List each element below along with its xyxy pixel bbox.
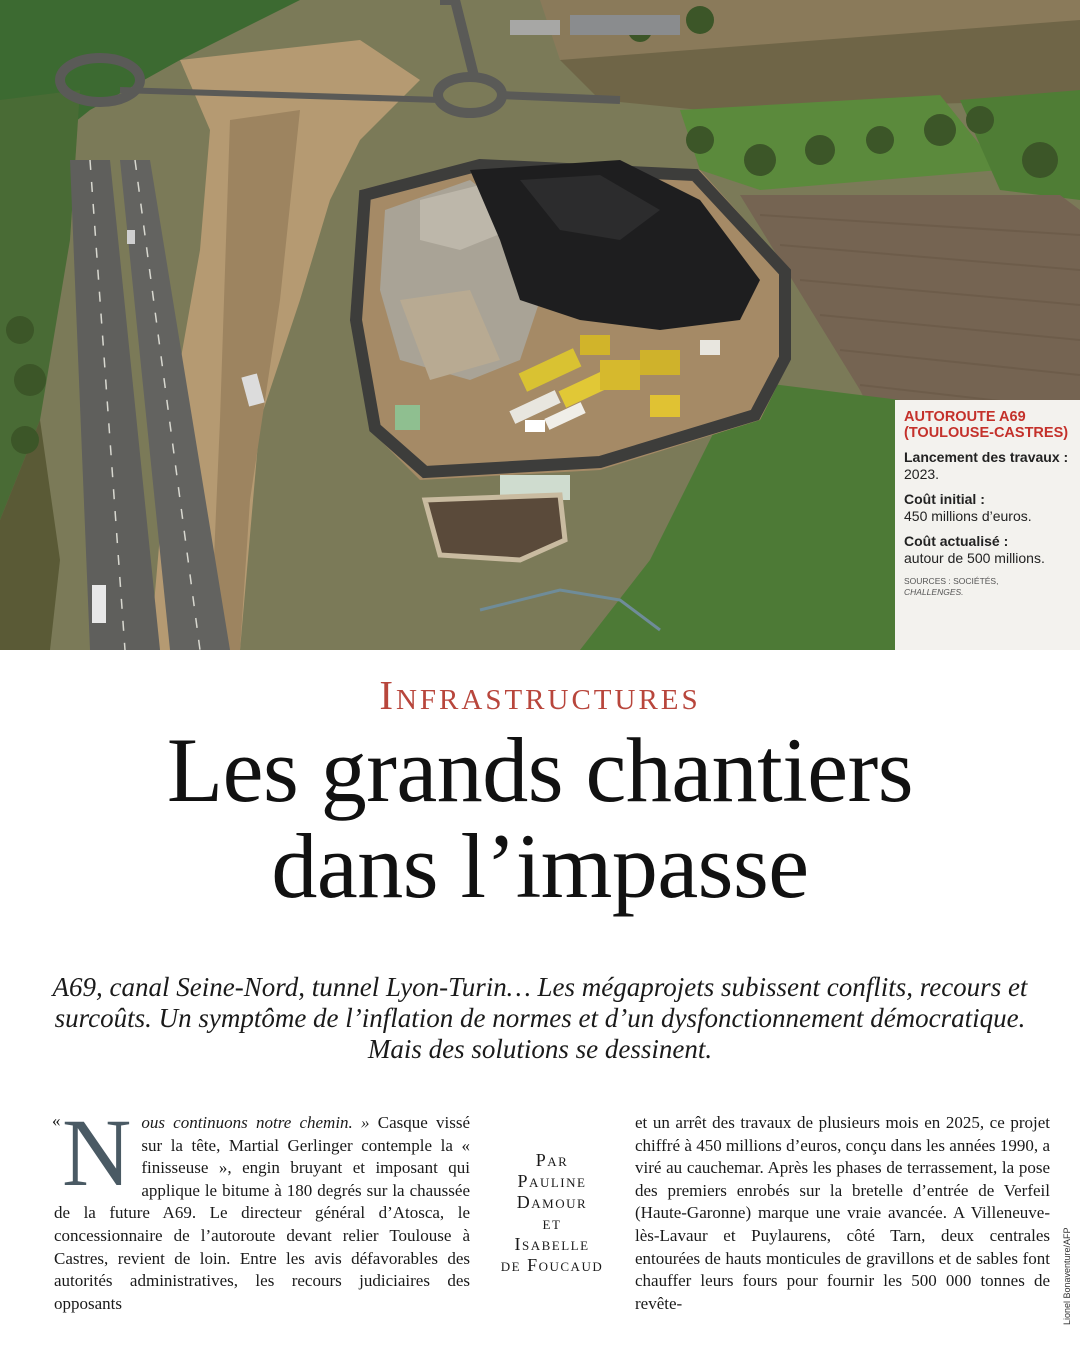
lead-quote: ous continuons notre chemin. » xyxy=(141,1113,370,1132)
info-item-launch xyxy=(904,449,1072,483)
info-item-label: Coût actualisé : xyxy=(904,533,1009,549)
info-item-initial-cost xyxy=(904,491,1072,525)
info-box xyxy=(895,400,1080,650)
byline-author-1-first: Pauline xyxy=(517,1171,587,1191)
sources-name: CHALLENGES. xyxy=(904,587,964,597)
sources-prefix: SOURCES : SOCIÉTÉS, xyxy=(904,576,999,586)
byline-author-2-first: Isabelle xyxy=(514,1234,590,1254)
body-column-2: et un arrêt des travaux de plusieurs mois en 2025, ce projet chiffré à 450 millions d’euros, conçu dans les années 1990, a viré au cauchemar. Après les phases de terrassement, la pose des premiers enrobés sur la bretelle d’entrée de Verfeil (Haute-Garonne) marque une vraie avancée. A Villeneuve-lès-Lavaur et Puylaurens, côté Tarn, deux centrales entourées de hauts monticules de gravillons et de sables font chauffer leurs fours pour fournir les 500 000 tonnes de revête- xyxy=(635,1113,1050,1313)
info-item-label: Coût initial : xyxy=(904,491,985,507)
section-kicker: Infrastructures xyxy=(379,672,701,718)
headline-line-2: dans l’impasse xyxy=(271,815,809,917)
opening-quote-mark: « xyxy=(52,1111,61,1130)
byline xyxy=(486,1150,618,1276)
info-item-updated-cost xyxy=(904,533,1072,567)
byline-and: et xyxy=(542,1213,562,1233)
byline-by: Par xyxy=(535,1150,569,1170)
byline-author-1-last: Damour xyxy=(516,1192,588,1212)
info-item-value: autour de 500 millions. xyxy=(904,550,1045,566)
info-box-title: AUTOROUTE A69 (TOULOUSE-CASTRES) xyxy=(904,409,1069,441)
info-item-value: 2023. xyxy=(904,466,940,482)
info-box-sources xyxy=(904,576,1072,598)
info-item-label: Lancement des travaux : xyxy=(904,449,1069,465)
photo-credit: Lionel Bonaventure/AFP xyxy=(1062,1227,1072,1325)
body-column-1 xyxy=(52,1099,470,1315)
info-item-value: 450 millions d’euros. xyxy=(904,508,1032,524)
column-1-text: Casque vissé sur la tête, Martial Gerlinger contemple la « finisseuse », engin bruyant et imposant qui applique le bitume à 180 degrés sur la chaussée de la future A69. Le directeur général d’Atosca, le concessionnaire de l’autoroute devant relier Toulouse à Castres, revient de loin. Entre les avis défavorables des autorités administratives, les recours judiciaires des opposants xyxy=(54,1113,470,1313)
standfirst: A69, canal Seine-Nord, tunnel Lyon-Turin… Les mégaprojets subissent conflits, recours et surcoûts. Un symptôme de l’inflation de normes et d’un dysfonctionnement démocratique. Mais des solutions se dessinent. xyxy=(52,972,1028,1064)
byline-author-2-last: de Foucaud xyxy=(500,1255,604,1275)
drop-cap: N xyxy=(62,1099,132,1206)
headline xyxy=(0,719,1080,917)
headline-line-1: Les grands chantiers xyxy=(166,719,914,821)
